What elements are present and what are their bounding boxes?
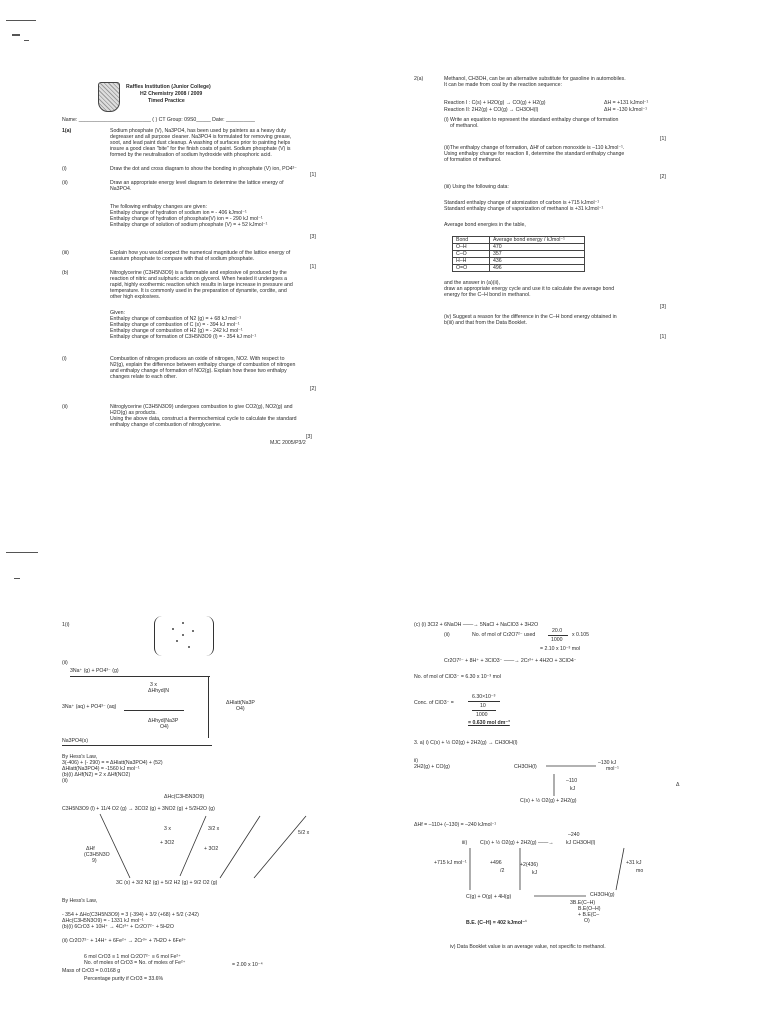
text-line: The following enthalpy changes are given: [110,204,207,210]
school-name: Raffles Institution (Junior College) [126,84,211,90]
ch3oh-gas: CH3OH(g) [590,892,615,898]
table-header: Bond [453,237,490,244]
calc-line: (ii) Cr2O7²⁻ + 14H⁺ + 6Fe²⁺ → 2Cr³⁺ + 7H2O + 6Fe³⁺ [62,938,187,944]
ans-c-ii-label: (ii) [444,632,450,638]
hess-law-1: By Hess's Law, [62,754,98,760]
table-cell: O=O [453,265,490,272]
calc-line: (ii) [62,778,68,784]
cycle-label: (C3H5N3O [84,852,110,858]
fraction-numerator: 20.0 [552,628,563,634]
bond-intro: Average bond energies in the table, [444,222,526,228]
text-line: N2(g), explain the difference between enthalpy change of combustion of nitrogen [110,362,296,368]
cycle-label: 9) [92,858,97,864]
q1-b-number: (b) [62,270,69,276]
text-line: Standard enthalpy change of atomization of carbon is +715 kJmol⁻¹ [444,200,600,206]
o2-half: /2 [500,868,505,874]
text-line: b(iii) and that from the Data Booklet. [444,320,528,326]
hydration-sub-2b: O4) [160,724,169,730]
q1a-number: 1(a) [62,128,72,134]
cycle-label: 3 x [164,826,171,832]
text-line: Enthalpy change of solution of sodium phosphate (V) = + 52 kJmol⁻¹ [110,222,268,228]
calc-line: = 2.00 x 10⁻⁴ [232,962,263,968]
calc-line: = 2.10 x 10⁻³ mol [540,646,581,652]
elements-label: C(s) + ½ O2(g) + 2H2(g) [520,798,577,804]
ans-ii-label: (ii) [62,660,68,666]
cycle-label: ΔHf [86,846,95,852]
text-line: and enthalpy change of formation of NO2(g). Explain how these two enthalpy [110,368,287,374]
table-cell: O–H [453,244,490,251]
text-line: Enthalpy change of combustion of C (s) = - 394 kJ mol⁻¹ [110,322,240,328]
text-line: insure a good clean "bite" for the finish coats of paint. Sodium phosphate (V) is [110,146,291,152]
table-cell: 436 [490,258,585,265]
text-line: Nitroglycerine (C3H5N3O9) is a flammable and explosive oil produced by the [110,270,287,276]
q1-ii-number: (ii) [62,180,68,186]
subject-title: H2 Chemistry 2008 / 2009 [140,91,203,97]
calc-line: ΔHc(C3H5N3O9) = - 1331 kJ mol⁻¹ [62,918,144,924]
q1-i-number: (i) [62,166,67,172]
text-line: draw an appropriate energy cycle and use it to calculate the average bond [444,286,615,292]
text-line: Sodium phosphate (V), Na3PO4, has been used by painters as a heavy duty [110,128,286,134]
vap-unit: mo [636,868,644,874]
text-line: Enthalpy change of combustion of N2 (g) = + 68 kJ mol⁻¹ [110,316,242,322]
hydration-sub: ΔHhyd(N [148,688,170,694]
table-cell: H–H [453,258,490,265]
h2-label: +2(436) [520,862,539,868]
q1-ii-marks: [3] [310,234,316,240]
be-label: 3B.E(C–H) [570,900,596,906]
text-line: It can be made from coal by the reaction sequence: [444,82,562,88]
table-cell: C–O [453,251,490,258]
ans-3ii-eq: 2H2(g) + CO(g) [414,764,450,770]
hydration-sub-2: ΔHhyd(Na3P [148,718,179,724]
text-line: changes relate to each other. [110,374,177,380]
text-line: rapid, highly exothermic reaction which results in large increase in pressure and [110,282,293,288]
text-line: H2O(g) as products. [110,410,157,416]
cycle-label: + 3O2 [204,846,219,852]
calc-line: Percentage purity if CrO3 = 33.6% [84,976,164,982]
text-line: caesium phosphate to compare with that of sodium phosphate. [110,256,255,262]
calc-line: Cr2O7²⁻ + 8H⁺ + 3ClO3⁻ ——→ 2Cr³⁺ + 4H2O + 3ClO4⁻ [444,658,577,664]
ans-c-ii-text: No. of mol of Cr2O7²⁻ used [472,632,536,638]
cycle-label: 5/2 x [298,830,310,836]
ans-c-i: (c) (i) 3Cl2 + 6NaOH ——→ 5NaCl + NaClO3 + 3H2O [414,622,539,628]
conc-denominator-2: 1000 [476,712,488,718]
text-line: and the answer in (a)(ii), [444,280,500,286]
cycle-arrow [616,848,624,890]
text-line: degreaser and all purpose cleaner. Na3PO4 is formulated for removing grease, [110,134,292,140]
calc-line: Mass of CrO3 = 0.0168 g [62,968,121,974]
dh-130: –130 kJ [598,760,617,766]
ans-3ii-label: ii) [414,758,419,764]
hydration-label: 3 x [150,682,157,688]
ans-iii-label: iii) [462,840,468,846]
table-header: Average bond energy / kJmol⁻¹ [490,237,585,244]
ans-3a: 3. a) i) C(s) + ½ O2(g) + 2H2(g) → CH3OH(l) [414,740,518,746]
ch3oh-label: CH3OH(l) [514,764,537,770]
atoms-label: C(g) + O(g) + 4H(g) [466,894,512,900]
q1-bi-number: (i) [62,356,67,362]
q2a-number: 2(a) [414,76,424,82]
cycle-arrow [180,816,206,876]
calc-line: 6 mol CrO3 ≡ 1 mol Cr2O7²⁻ ≡ 6 mol Fe²⁺ [84,954,181,960]
lattice-label-b: O4) [236,706,245,712]
energy-level-mid: 3Na⁺ (aq) + PO4³⁻ (aq) [62,704,117,710]
text-line: soot, and lead paint dust cleanup. A washing of surfaces prior to painting helps [110,140,291,146]
fraction-denominator: 1000 [551,637,563,643]
cycle-label: 3/2 x [208,826,220,832]
text-line: Nitroglycerine (C3H5N3O9) undergoes combustion to give CO2(g), NO2(g) and [110,404,293,410]
dh-unit: mol⁻¹ [606,766,619,772]
text-line: (iv) Suggest a reason for the difference in the C–H bond energy obtained in [444,314,617,320]
q1-bi-marks: [2] [310,386,316,392]
reaction-2: Reaction II: 2H2(g) + CO(g) → CH3OH(l) [444,107,539,113]
text-line: Explain how you would expect the numerical magnitude of the lattice energy of [110,250,291,256]
text-line: Methanol, CH3OH, can be an alternative substitute for gasoline in automobiles. [444,76,626,82]
text-line: enthalpy change of combustion of nitroglycerine. [110,422,222,428]
q2-iii-text: (iii) Using the following data: [444,184,509,190]
cycle-arrow [254,816,306,878]
text-line: other high explosives. [110,294,161,300]
text-line: Standard enthalpy change of vaporization of methanol is +31 kJmol⁻¹ [444,206,604,212]
paper-title: Timed Practice [148,98,185,104]
cycle-top-label: ΔHc(C3H5N3O9) [164,794,205,800]
text-line: (i) Write an equation to represent the standard enthalpy change of formation [444,117,619,123]
calc-line: (b)(i) 6CrO3 + 10H⁺ → 4Cr³⁺ + Cr2O7²⁻ + 5H2O [62,924,174,930]
cycle-arrow [100,814,130,878]
energy-level-top: 3Na⁺ (g) + PO4³⁻ (g) [70,668,119,674]
calc-line: Conc. of ClO3⁻ = [414,700,454,706]
text-line: Using enthalpy change for reaction II, determine the standard enthalpy change [444,151,625,157]
be-label-4: O) [584,918,590,924]
text-line: Given: [110,310,125,316]
text-line: formed by the neutralisation of sodium hydroxide with phosphoric acid. [110,152,272,158]
table-cell: 357 [490,251,585,258]
ans-iii-kj: kJ CH3OH(l) [566,840,596,846]
energy-level-bottom: Na3PO4(s) [62,738,88,744]
lattice-label: ΔHlatt(Na3P [226,700,255,706]
calc-line: No. of mol of ClO3⁻ = 6.30 x 10⁻³ mol [414,674,501,680]
reaction-1-dh: ΔH = +131 kJmol⁻¹ [604,100,649,106]
be-label-2: B.E(O–H) [578,906,601,912]
name-line: Name: _________________________ ( ) CT Group: 09S0_____ Date: __________ [62,117,255,123]
text-line: Using the above data, construct a thermochemical cycle to calculate the standard [110,416,297,422]
text-line: Draw an appropriate energy level diagram to determine the lattice energy of [110,180,284,186]
text-line: Combustion of nitrogen produces an oxide of nitrogen, NO2. With respect to [110,356,285,362]
delta-symbol: Δ [676,782,680,788]
ans-iv: iv) Data Booklet value is an average value, not specific to methanol. [450,944,606,950]
o2-label: +496 [490,860,502,866]
conc-denominator: 10 [480,703,486,709]
text-line: of methanol. [450,123,479,129]
text-line: energy for the C–H bond in methanol. [444,292,531,298]
calc-line: (b)(i) ΔHf(N2) = 2 x ΔHf(NO2) [62,772,131,778]
reaction-1: Reaction I : C(s) + H2O(g) → CO(g) + H2(g) [444,100,546,106]
cycle-label: + 3O2 [160,840,175,846]
h2-unit: kJ [532,870,538,876]
be-result: B.E. (C–H) = 402 kJmol⁻¹ [466,920,527,926]
hess-law-2: By Hess's Law, [62,898,98,904]
q1-i-marks: [1] [310,172,316,178]
source-reference: MJC 2005/P3/2 [270,440,306,446]
q1-iii-marks: [1] [310,264,316,270]
ans-iii-eq: C(s) + ½ O2(g) + 2H2(g) ——→ [480,840,554,846]
q1-i-text: Draw the dot and cross diagram to show the bonding in phosphate (V) ion, PO4³⁻ [110,166,297,172]
calc-line: No. of moles of CrO3 = No. of moles of Fe²⁺ [84,960,186,966]
q2-i-marks: [1] [660,136,666,142]
q2-ii-marks: [2] [660,174,666,180]
vap-label: +31 kJ [626,860,642,866]
q1-bii-marks: [3] [306,434,312,440]
conc-result: = 0.630 mol dm⁻³ [468,720,510,726]
text-line: Enthalpy change of hydration of phosphate(V) ion = - 290 kJ mol⁻¹ [110,216,263,222]
q1-iii-number: (iii) [62,250,69,256]
calc-line: - 354 + ΔHc(C3H5N3O9) = 3 (-394) + 3/2 (+68) + 5/2 (-242) [62,912,199,918]
text-line: reaction of nitric and sulphuric acids on glycerol. When heated it undergoes a [110,276,288,282]
cycle-bottom: 3C (s) + 3/2 N2 (g) + 5/2 H2 (g) + 9/2 O2 (g) [116,880,218,886]
be-label-3: + B.E(C– [578,912,600,918]
text-line: temperature. It is commonly used in the preparation of dynamite, cordite, and [110,288,287,294]
dh-240: –240 [568,832,580,838]
q2-iii-marks: [3] [660,304,666,310]
dh-110: –110 [566,778,578,784]
fraction-tail: x 0.105 [572,632,590,638]
text-line: Enthalpy change of combustion of H2 (g) = - 242 kJ mol⁻¹ [110,328,243,334]
table-cell: 496 [490,265,585,272]
table-cell: 470 [490,244,585,251]
reaction-2-dh: ΔH = -130 kJmol⁻¹ [604,107,647,113]
text-line: (ii)The enthalpy change of formation, ΔHf of carbon monoxide is –110 kJmol⁻¹. [444,145,625,151]
atomization-label: +715 kJ mol⁻¹ [434,860,467,866]
q2-iv-marks: [1] [660,334,666,340]
text-line: of formation of methanol. [444,157,502,163]
ans-1i-label: 1(i) [62,622,70,628]
dh-unit-kj: kJ [570,786,576,792]
calc-line: 3(-406) + (- 290) = = ΔHlatt(Na3PO4) + (52) [62,760,163,766]
text-line: Na3PO4. [110,186,132,192]
conc-numerator: 6.30×10⁻³ [472,694,496,700]
q1-bii-number: (ii) [62,404,68,410]
calc-line: ΔHlatt(Na3PO4) = -1560 kJ mol⁻¹ [62,766,140,772]
text-line: Enthalpy change of hydration of sodium ion = - 406 kJmol⁻¹ [110,210,247,216]
text-line: Enthalpy change of formation of C3H5N3O9 (l) = - 354 kJ mol⁻¹ [110,334,257,340]
dhf-result: ΔHf = –110+ (–130) = –240 kJmol⁻¹ [414,822,497,828]
cycle-equation: C3H5N3O9 (l) + 11/4 O2 (g) → 3CO2 (g) + 3NO2 (g) + 5/2H2O (g) [62,806,215,812]
cycle-arrow [220,816,260,878]
